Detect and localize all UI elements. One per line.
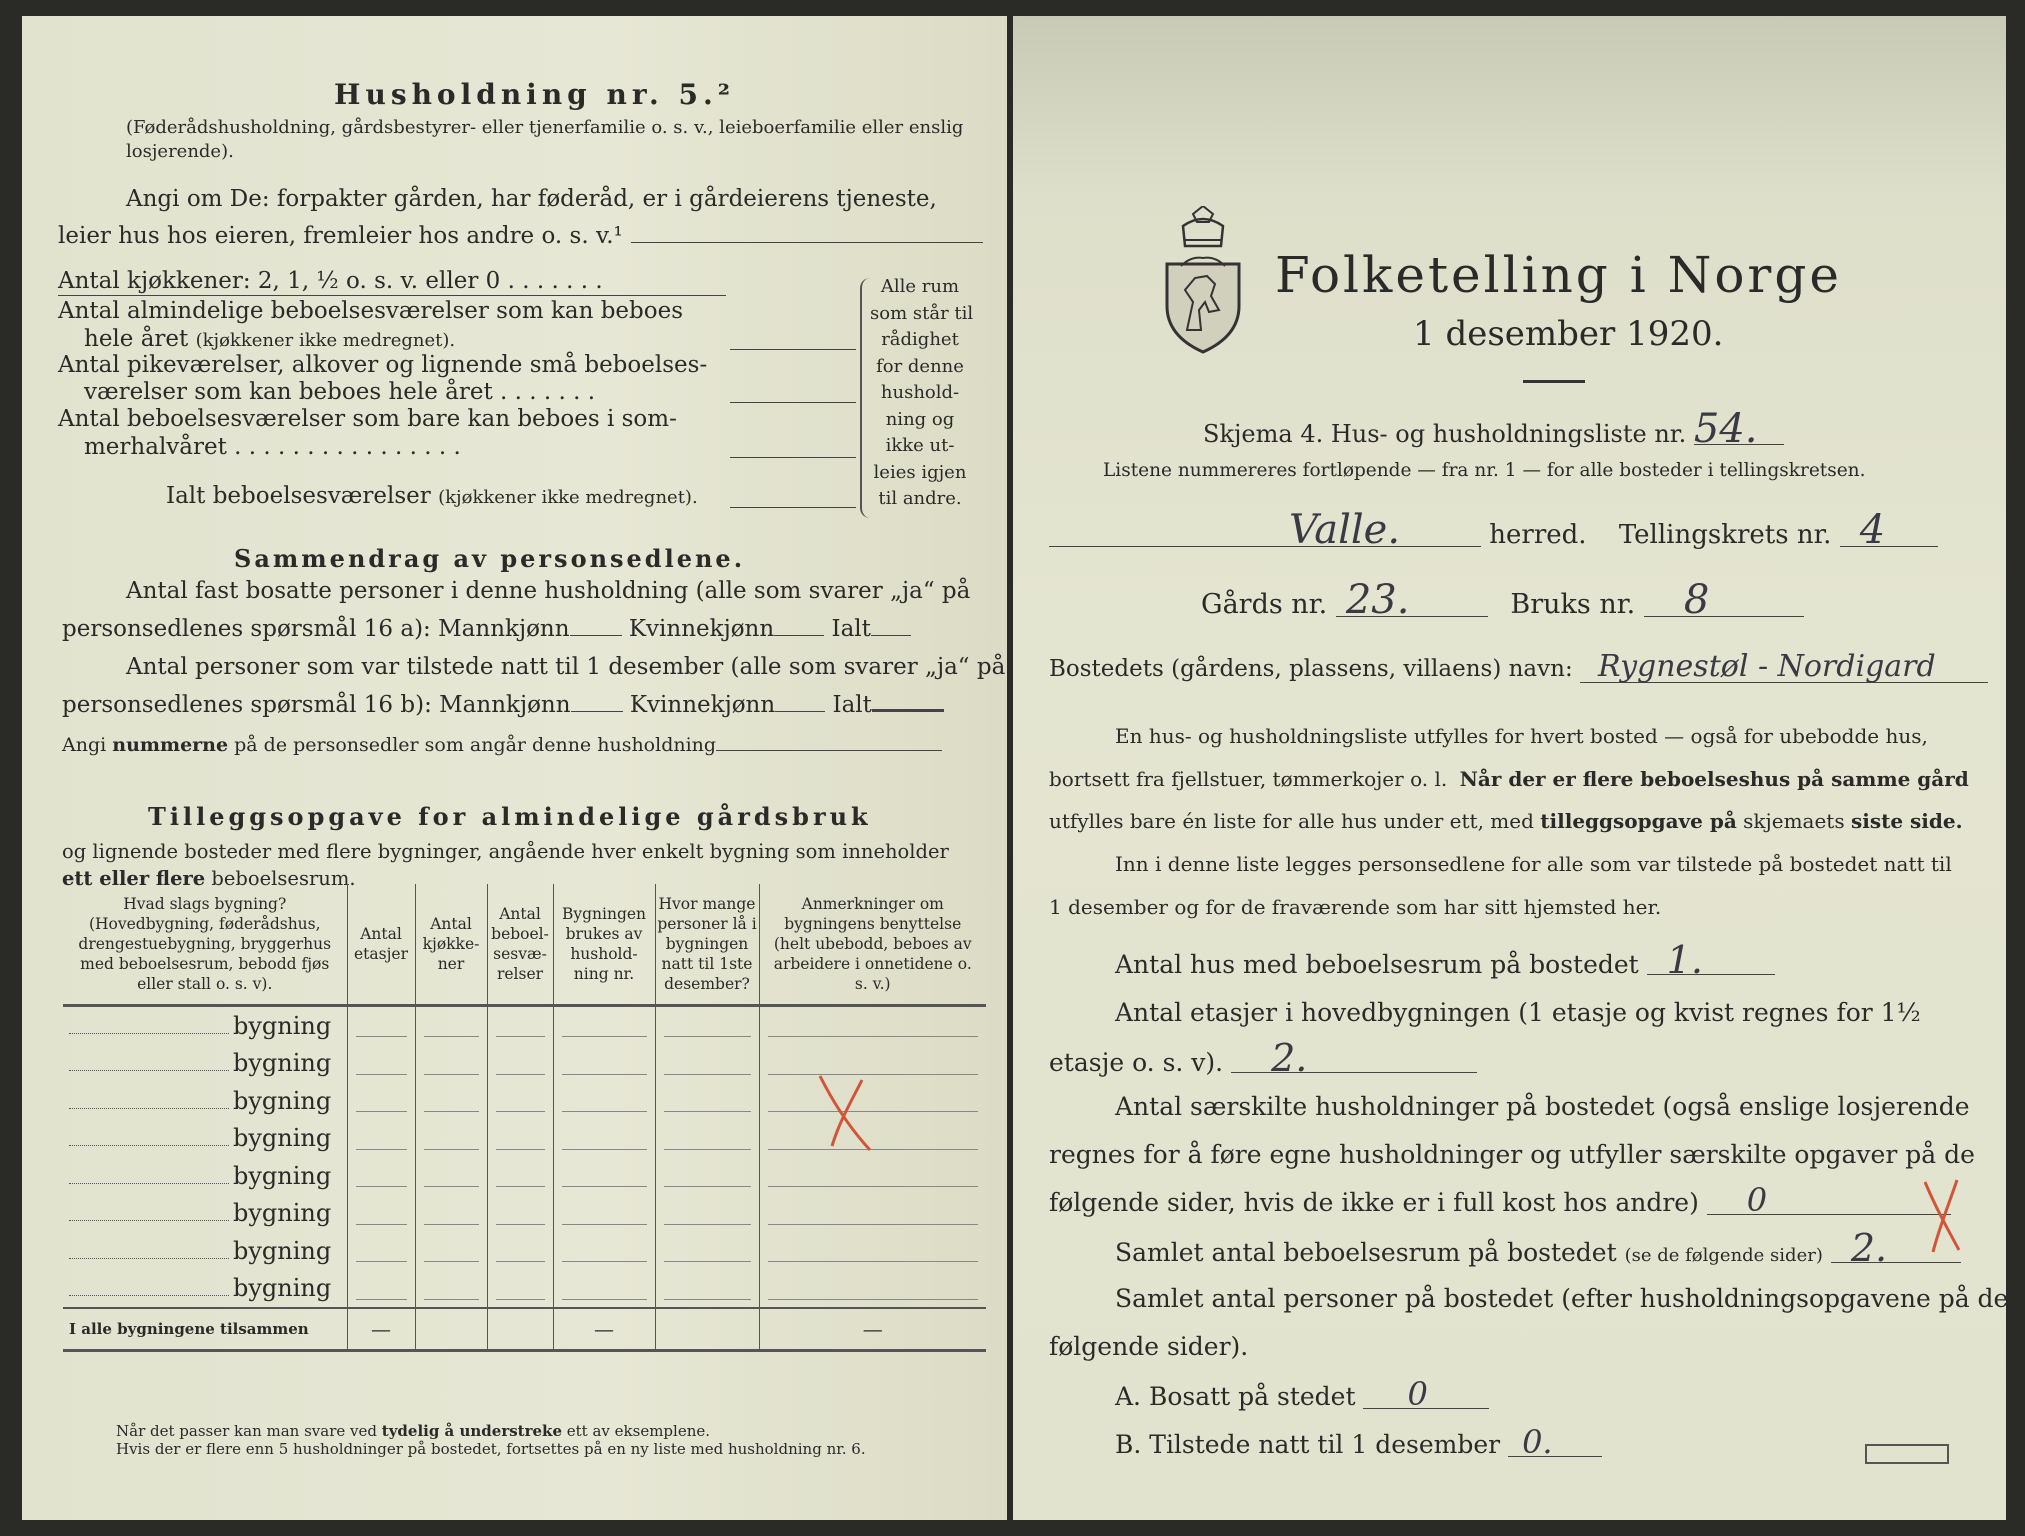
- q-hus: [1115, 938, 1775, 982]
- census-date: 1 desember 1920.: [1413, 314, 1724, 354]
- summary-line-1: Antal fast bosatte personer i denne husholdning (alle som svarer „ja“ på: [126, 578, 971, 604]
- red-x-mark: [1919, 1176, 1969, 1256]
- table-cell[interactable]: [347, 1006, 415, 1045]
- q-pers-2: følgende sider).: [1049, 1332, 1249, 1361]
- table-total-row: [63, 1308, 986, 1351]
- building-type-cell[interactable]: [63, 1120, 347, 1158]
- col-building-type: [63, 884, 347, 1006]
- norwegian-coat-of-arms-icon: [1161, 206, 1245, 356]
- table-cell[interactable]: [759, 1195, 986, 1233]
- total-dash: —: [759, 1308, 986, 1351]
- rooms-summer-2: merhalvåret . . . . . . . . . . . . . . . .: [84, 434, 461, 460]
- table-row: [63, 1195, 986, 1233]
- instr-line-5: 1 desember og for de fraværende som har sitt hjemsted her.: [1049, 895, 1662, 919]
- table-cell[interactable]: [347, 1157, 415, 1195]
- angi-nummer-fill[interactable]: [716, 750, 942, 751]
- brace-note-line: for denne: [876, 355, 964, 377]
- total-label: I alle bygningene tilsammen: [63, 1308, 347, 1351]
- footnote-1-post: ett av eksemplene.: [566, 1422, 711, 1440]
- total-fill[interactable]: [730, 507, 856, 508]
- brace-note: [870, 274, 974, 513]
- title-rule: [1523, 380, 1585, 383]
- row-label: bygning: [233, 1086, 332, 1115]
- angi-line-2-text: leier hus hos eieren, fremleier hos andre o. s. v.¹: [58, 223, 623, 249]
- schema-number: 54.: [1694, 414, 1784, 445]
- q-rum: [1115, 1226, 1961, 1270]
- table-cell[interactable]: [487, 1270, 553, 1309]
- household-subtitle-text: (Føderådshusholdning, gårdsbestyrer- eller tjenerfamilie o. s. v., leieboerfamilie eller enslig losjerende).: [126, 117, 964, 162]
- col-anmerkninger: [759, 884, 986, 1006]
- summary-line-4: [62, 692, 944, 718]
- table-cell[interactable]: [759, 1006, 986, 1045]
- table-cell[interactable]: [655, 1232, 759, 1270]
- col-vaerelser: [487, 884, 553, 1006]
- angi-line-1: Angi om De: forpakter gården, har føderåd, er i gårdeierens tjeneste,: [126, 186, 937, 212]
- schema-text: Skjema 4. Hus- og husholdningsliste nr.: [1203, 420, 1687, 448]
- numbering-note: Listene nummereres fortløpende — fra nr. 1 — for alle bosteder i tellingskretsen.: [1103, 460, 1866, 481]
- table-cell[interactable]: [759, 1232, 986, 1270]
- q-etasjer-value: 2.: [1231, 1044, 1477, 1073]
- q-etasjer-1: Antal etasjer i hovedbygningen (1 etasje og kvist regnes for 1½: [1115, 998, 1921, 1027]
- instr-3c: skjemaets: [1743, 809, 1845, 833]
- instr-line-2: [1049, 767, 1969, 791]
- q-hush-1: Antal særskilte husholdninger på bostedet (også enslige losjerende: [1115, 1092, 1970, 1121]
- building-type-cell[interactable]: [63, 1195, 347, 1233]
- supp-bold: ett eller flere: [62, 867, 206, 890]
- summary-16a: personsedlenes spørsmål 16 a): Mannkjønn: [62, 616, 570, 642]
- angi-nummer-bold: nummerne: [112, 734, 229, 756]
- supp-title: Tilleggsopgave for almindelige gårdsbruk: [148, 802, 872, 831]
- table-cell[interactable]: [655, 1195, 759, 1233]
- brace-note-line: ikke ut-: [885, 435, 955, 456]
- gards-value: 23.: [1336, 584, 1488, 617]
- red-cross-mark: [812, 1070, 882, 1160]
- table-cell[interactable]: [415, 1157, 487, 1195]
- col-etasjer: [347, 884, 415, 1006]
- table-cell[interactable]: [415, 1195, 487, 1233]
- table-cell[interactable]: [553, 1120, 655, 1158]
- rooms-ordinary-2-small: (kjøkkener ikke medregnet).: [195, 330, 456, 351]
- rooms-total: [166, 483, 698, 509]
- ialt-16a: Ialt: [831, 616, 871, 642]
- q-hush-3: [1049, 1181, 1951, 1219]
- col-husholdning: [553, 884, 655, 1006]
- left-page: [22, 16, 1007, 1520]
- instr-3a: utfylles bare én liste for alle hus under ett, med: [1049, 809, 1534, 833]
- summer-fill[interactable]: [730, 457, 856, 458]
- table-cell[interactable]: [655, 1006, 759, 1045]
- table-cell[interactable]: [759, 1157, 986, 1195]
- ialt-16a-fill[interactable]: [871, 635, 911, 636]
- total-cell[interactable]: [415, 1308, 487, 1351]
- total-dash: —: [553, 1308, 655, 1351]
- row-label: bygning: [233, 1049, 332, 1078]
- rooms-ordinary-2: [84, 326, 455, 352]
- household-title: Husholdning nr. 5.²: [334, 78, 736, 111]
- kitchens-rule: [58, 295, 726, 296]
- q-tilstede-label: B. Tilstede natt til 1 desember: [1115, 1430, 1501, 1459]
- building-type-cell[interactable]: [63, 1006, 347, 1045]
- table-cell[interactable]: [487, 1045, 553, 1083]
- tellingskrets-label: Tellingskrets nr.: [1618, 520, 1832, 550]
- table-cell[interactable]: [347, 1045, 415, 1083]
- herred-label: herred.: [1489, 520, 1587, 550]
- header-text: Antal kjøkke-ner: [422, 915, 480, 973]
- rooms-total-text: Ialt beboelsesværelser: [166, 483, 431, 509]
- row-label: bygning: [233, 1011, 332, 1040]
- angi-fill[interactable]: [631, 242, 983, 243]
- footnote-2: Hvis der er flere enn 5 husholdninger på bostedet, fortsettes på en ny liste med husholdning nr. 6.: [116, 1440, 866, 1458]
- table-cell[interactable]: [415, 1082, 487, 1120]
- q-bosatt-value: 0: [1363, 1380, 1489, 1409]
- kvinne-16a-fill[interactable]: [774, 635, 824, 636]
- table-cell[interactable]: [415, 1120, 487, 1158]
- summary-title: Sammendrag av personsedlene.: [234, 544, 746, 573]
- instr-3b: tilleggsopgave på: [1540, 809, 1737, 833]
- mann-16a-fill[interactable]: [570, 635, 622, 636]
- table-cell[interactable]: [655, 1157, 759, 1195]
- row-label: bygning: [233, 1274, 332, 1303]
- table-cell[interactable]: [553, 1157, 655, 1195]
- summary-16b: personsedlenes spørsmål 16 b): Mannkjønn: [62, 692, 571, 718]
- ialt-16b: Ialt: [832, 692, 872, 718]
- bosted-line: [1049, 649, 1988, 684]
- table-cell[interactable]: [487, 1006, 553, 1045]
- total-cell[interactable]: [655, 1308, 759, 1351]
- tellingskrets-value: 4: [1840, 514, 1938, 547]
- table-cell[interactable]: [553, 1082, 655, 1120]
- kvinne-16b-fill[interactable]: [775, 711, 825, 712]
- row-label: bygning: [233, 1124, 332, 1153]
- building-type-cell[interactable]: [63, 1270, 347, 1309]
- q-bosatt: [1115, 1375, 1489, 1413]
- brace-note-line: ning og: [885, 408, 955, 430]
- instr-2b: Når der er flere beboelseshus på samme gård: [1459, 767, 1969, 791]
- brace-note-line: Alle rum: [880, 276, 960, 297]
- instr-2a: bortsett fra fjellstuer, tømmerkojer o. l.: [1049, 767, 1448, 791]
- row-label: bygning: [233, 1161, 332, 1190]
- table-cell[interactable]: [553, 1270, 655, 1309]
- col-personer: [655, 884, 759, 1006]
- printer-stamp: [1865, 1444, 1949, 1464]
- table-cell[interactable]: [487, 1082, 553, 1120]
- table-cell[interactable]: [347, 1232, 415, 1270]
- summary-line-2: [62, 616, 911, 642]
- table-cell[interactable]: [655, 1120, 759, 1158]
- instr-line-3: [1049, 809, 1963, 833]
- header-text: Hvad slags bygning? (Hovedbygning, føderådshus, drengestuebygning, bryggerhus med beboelsesrum, bebodd fjøs eller stall o. s. v).: [78, 895, 332, 993]
- table-cell[interactable]: [553, 1045, 655, 1083]
- table-cell[interactable]: [553, 1195, 655, 1233]
- table-row: [63, 1006, 986, 1045]
- instr-line-1: En hus- og husholdningsliste utfylles for hvert bosted — også for ubebodde hus,: [1115, 724, 1928, 748]
- maid-fill[interactable]: [730, 402, 856, 403]
- angi-nummer-pre: Angi: [62, 734, 107, 756]
- brace-note-line: som står til: [870, 302, 974, 324]
- rooms-ordinary-1: Antal almindelige beboelsesværelser som kan beboes: [58, 298, 684, 324]
- table-row: [63, 1157, 986, 1195]
- q-tilstede-value: 0.: [1508, 1428, 1602, 1457]
- summary-line-3: Antal personer som var tilstede natt til 1 desember (alle som svarer „ja“ på: [126, 654, 1006, 680]
- brace-note-line: hushold-: [880, 382, 960, 403]
- gards-line: [1201, 577, 1804, 623]
- herred-value: Valle.: [1049, 514, 1481, 547]
- col-kjokkener: [415, 884, 487, 1006]
- table-cell[interactable]: [553, 1232, 655, 1270]
- total-cell[interactable]: [487, 1308, 553, 1351]
- herred-line: [1049, 507, 1938, 553]
- q-hush-2: regnes for å føre egne husholdninger og utfyller særskilte opgaver på de: [1049, 1140, 1975, 1169]
- header-text: Antal beboel-sesvæ-relser: [491, 905, 549, 983]
- q-etasjer-2: [1049, 1036, 1477, 1080]
- building-type-cell[interactable]: [63, 1157, 347, 1195]
- table-cell[interactable]: [553, 1006, 655, 1045]
- rooms-kitchens: Antal kjøkkener: 2, 1, ½ o. s. v. eller 0 . . . . . . .: [58, 268, 603, 294]
- rooms-maid-2: værelser som kan beboes hele året . . . . . . .: [84, 379, 596, 405]
- table-cell[interactable]: [655, 1082, 759, 1120]
- household-subtitle: [126, 116, 986, 164]
- building-type-cell[interactable]: [63, 1232, 347, 1270]
- instr-3d: siste side.: [1850, 809, 1963, 833]
- instr-line-4: Inn i denne liste legges personsedlene for alle som var tilstede på bostedet natt til: [1115, 852, 1952, 876]
- kvinne-16b: Kvinnekjønn: [629, 692, 776, 718]
- q-rum-small: (se de følgende sider): [1624, 1245, 1823, 1266]
- table-cell[interactable]: [487, 1232, 553, 1270]
- q-rum-value: 2.: [1831, 1234, 1961, 1263]
- table-row: [63, 1232, 986, 1270]
- rooms-total-small: (kjøkkener ikke medregnet).: [438, 487, 698, 508]
- table-cell[interactable]: [347, 1195, 415, 1233]
- table-cell[interactable]: [487, 1120, 553, 1158]
- table-cell[interactable]: [347, 1270, 415, 1309]
- brace-note-line: til andre.: [878, 488, 962, 509]
- right-page: [1013, 16, 2009, 1520]
- table-cell[interactable]: [415, 1232, 487, 1270]
- table-cell[interactable]: [487, 1195, 553, 1233]
- building-type-cell[interactable]: [63, 1082, 347, 1120]
- angi-nummer: [62, 734, 942, 756]
- rooms-maid-1: Antal pikeværelser, alkover og lignende små beboelses-: [58, 352, 708, 378]
- supp-line-1: og lignende bosteder med flere bygninger, angående hver enkelt bygning som inneholder: [62, 840, 949, 863]
- table-cell[interactable]: [415, 1045, 487, 1083]
- mann-16b-fill[interactable]: [571, 711, 623, 712]
- q-hush-value: 0: [1707, 1186, 1951, 1215]
- footnote-1-pre: Når det passer kan man svare ved: [116, 1422, 377, 1440]
- q-hus-label: Antal hus med beboelsesrum på bostedet: [1115, 950, 1639, 979]
- table-cell[interactable]: [347, 1082, 415, 1120]
- header-text: Bygningen brukes av hushold-ning nr.: [561, 905, 647, 983]
- bosted-value: Rygnestøl - Nordigard: [1580, 652, 1988, 683]
- main-title: Folketelling i Norge: [1275, 246, 1842, 304]
- q-rum-label: Samlet antal beboelsesrum på bostedet: [1115, 1238, 1617, 1267]
- table-cell[interactable]: [655, 1045, 759, 1083]
- q-hus-value: 1.: [1647, 946, 1775, 975]
- row-label: bygning: [233, 1236, 332, 1265]
- rooms-summer-1: Antal beboelsesværelser som bare kan beboes i som-: [58, 406, 677, 432]
- table-cell[interactable]: [759, 1270, 986, 1309]
- q-pers-1: Samlet antal personer på bostedet (efter husholdningsopgavene på de: [1115, 1284, 2009, 1313]
- total-dash: —: [347, 1308, 415, 1351]
- kvinne-16a: Kvinnekjønn: [628, 616, 775, 642]
- brace-note-line: rådighet: [881, 329, 959, 350]
- row-label: bygning: [233, 1199, 332, 1228]
- brace-note-line: leies igjen: [873, 461, 967, 483]
- q-tilstede: [1115, 1423, 1602, 1461]
- ordinary-fill[interactable]: [730, 349, 856, 350]
- schema-line: [1203, 406, 1784, 452]
- supp-post: beboelsesrum.: [211, 867, 356, 890]
- table-row: [63, 1270, 986, 1309]
- table-header-row: [63, 884, 986, 1006]
- q-hush-label: følgende sider, hvis de ikke er i full kost hos andre): [1049, 1188, 1699, 1217]
- angi-line-2: [58, 223, 983, 249]
- q-etasjer-label: etasje o. s. v).: [1049, 1048, 1224, 1077]
- footnote-1: [116, 1422, 710, 1440]
- rooms-ordinary-2-text: hele året: [84, 326, 189, 352]
- angi-nummer-post: på de personsedler som angår denne husholdning: [234, 734, 717, 756]
- table-cell[interactable]: [347, 1120, 415, 1158]
- ialt-16b-fill[interactable]: [872, 709, 944, 712]
- q-bosatt-label: A. Bosatt på stedet: [1115, 1382, 1356, 1411]
- header-text: Hvor mange personer lå i bygningen natt til 1ste desember?: [657, 895, 757, 993]
- bosted-label: Bostedets (gårdens, plassens, villaens) navn:: [1049, 656, 1573, 682]
- header-text: Antal etasjer: [354, 925, 408, 963]
- footnote-1-bold: tydelig å understreke: [381, 1422, 562, 1440]
- table-cell[interactable]: [415, 1270, 487, 1309]
- table-cell[interactable]: [487, 1157, 553, 1195]
- building-type-cell[interactable]: [63, 1045, 347, 1083]
- header-text: Anmerkninger om bygningens benyttelse (helt ubebodd, beboes av arbeidere i onnetidene o. s. v.): [773, 895, 972, 993]
- table-cell[interactable]: [415, 1006, 487, 1045]
- bruks-value: 8: [1644, 584, 1804, 617]
- table-cell[interactable]: [655, 1270, 759, 1309]
- gards-label: Gårds nr.: [1201, 589, 1328, 620]
- bruks-label: Bruks nr.: [1510, 589, 1636, 620]
